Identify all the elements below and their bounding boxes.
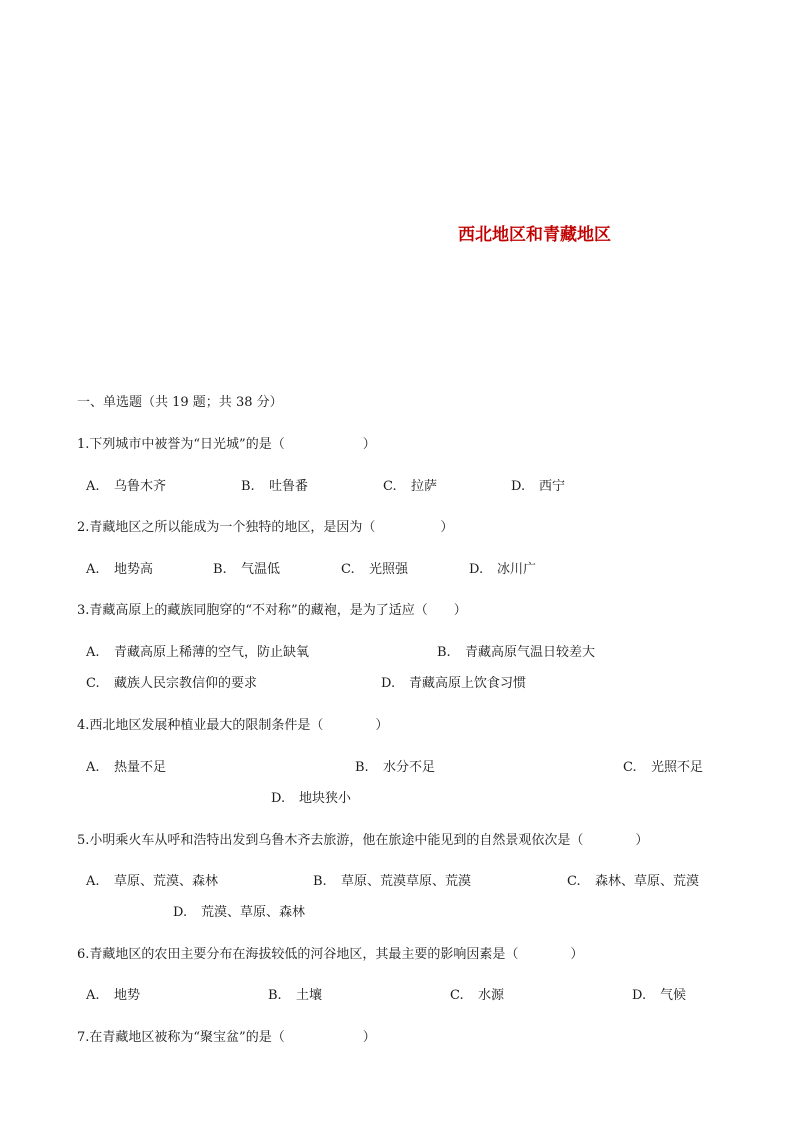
question-5-option-b[interactable] (313, 873, 471, 891)
option-text: 荒漠、草原、森林 (201, 905, 306, 920)
option-text: 地块狭小 (299, 791, 352, 806)
option-text: 气温低 (241, 562, 281, 577)
option-text: 拉萨 (411, 479, 438, 494)
option-text: 土壤 (296, 988, 323, 1003)
question-3-stem: 3.青藏高原上的藏族同胞穿的“不对称”的藏袍，是为了适应（ ） (77, 603, 467, 618)
option-letter: D. (511, 479, 526, 494)
question-5-option-c[interactable] (567, 873, 699, 891)
question-6-option-b[interactable] (268, 987, 322, 1005)
question-1-option-d[interactable] (511, 478, 565, 496)
option-text: 气候 (660, 988, 687, 1003)
option-letter: C. (623, 760, 637, 775)
option-letter: C. (567, 874, 581, 889)
question-7-stem: 7.在青藏地区被称为“聚宝盆”的是（ ） (77, 1030, 376, 1045)
option-text: 地势 (114, 988, 141, 1003)
option-letter: B. (437, 645, 451, 660)
option-letter: D. (469, 562, 484, 577)
option-text: 西宁 (539, 479, 566, 494)
question-1-stem: 1.下列城市中被誉为“日光城”的是（ ） (77, 437, 376, 452)
option-text: 水分不足 (383, 760, 436, 775)
option-letter: D. (632, 988, 647, 1003)
option-text: 地势高 (114, 562, 154, 577)
question-6-option-d[interactable] (632, 987, 686, 1005)
option-text: 热量不足 (114, 760, 167, 775)
option-text: 藏族人民宗教信仰的要求 (114, 676, 258, 691)
question-1-option-c[interactable] (383, 478, 437, 496)
option-letter: B. (355, 760, 369, 775)
option-letter: D. (271, 791, 286, 806)
option-letter: C. (383, 479, 397, 494)
option-letter: C. (450, 988, 464, 1003)
option-text: 草原、荒漠草原、荒漠 (341, 874, 472, 889)
question-4-stem: 4.西北地区发展种植业最大的限制条件是（ ） (77, 718, 389, 733)
option-text: 光照强 (369, 562, 409, 577)
question-4-option-d[interactable] (271, 790, 351, 808)
option-text: 冰川广 (497, 562, 537, 577)
option-text: 乌鲁木齐 (114, 479, 167, 494)
question-3-option-a[interactable] (86, 644, 309, 662)
question-6-stem: 6.青藏地区的农田主要分布在海拔较低的河谷地区，其最主要的影响因素是（ ） (77, 947, 584, 962)
question-3-option-c[interactable] (86, 675, 257, 693)
option-text: 吐鲁番 (269, 479, 309, 494)
question-6-option-c[interactable] (450, 987, 504, 1005)
option-letter: A. (86, 760, 100, 775)
option-letter: C. (341, 562, 355, 577)
option-text: 草原、荒漠、森林 (114, 874, 219, 889)
option-text: 森林、草原、荒漠 (595, 874, 700, 889)
option-letter: A. (86, 479, 100, 494)
question-4-option-a[interactable] (86, 759, 166, 777)
question-5-option-a[interactable] (86, 873, 218, 891)
question-5-option-d[interactable] (173, 904, 305, 922)
question-2-option-d[interactable] (469, 561, 536, 579)
option-letter: A. (86, 562, 100, 577)
question-1-option-b[interactable] (241, 478, 308, 496)
question-4-option-c[interactable] (623, 759, 703, 777)
question-2-option-c[interactable] (341, 561, 408, 579)
option-text: 青藏高原上饮食习惯 (409, 676, 527, 691)
page-title: 西北地区和青藏地区 (458, 225, 611, 245)
option-letter: A. (86, 874, 100, 889)
question-6-option-a[interactable] (86, 987, 140, 1005)
option-letter: B. (268, 988, 282, 1003)
option-letter: B. (213, 562, 227, 577)
question-2-option-a[interactable] (86, 561, 153, 579)
option-text: 光照不足 (651, 760, 704, 775)
option-letter: B. (241, 479, 255, 494)
question-5-stem: 5.小明乘火车从呼和浩特出发到乌鲁木齐去旅游，他在旅途中能见到的自然景观依次是（ ） (77, 833, 649, 848)
option-text: 水源 (478, 988, 505, 1003)
question-3-option-b[interactable] (437, 644, 595, 662)
option-letter: D. (173, 905, 188, 920)
question-2-stem: 2.青藏地区之所以能成为一个独特的地区，是因为（ ） (77, 520, 454, 535)
question-2-option-b[interactable] (213, 561, 280, 579)
option-letter: D. (381, 676, 396, 691)
option-letter: A. (86, 645, 100, 660)
option-text: 青藏高原上稀薄的空气，防止缺氧 (114, 645, 310, 660)
question-3-option-d[interactable] (381, 675, 526, 693)
option-letter: B. (313, 874, 327, 889)
option-letter: A. (86, 988, 100, 1003)
option-letter: C. (86, 676, 100, 691)
question-4-option-b[interactable] (355, 759, 435, 777)
question-1-option-a[interactable] (86, 478, 166, 496)
option-text: 青藏高原气温日较差大 (465, 645, 596, 660)
section-heading: 一、单选题（共 19 题；共 38 分） (77, 395, 283, 410)
